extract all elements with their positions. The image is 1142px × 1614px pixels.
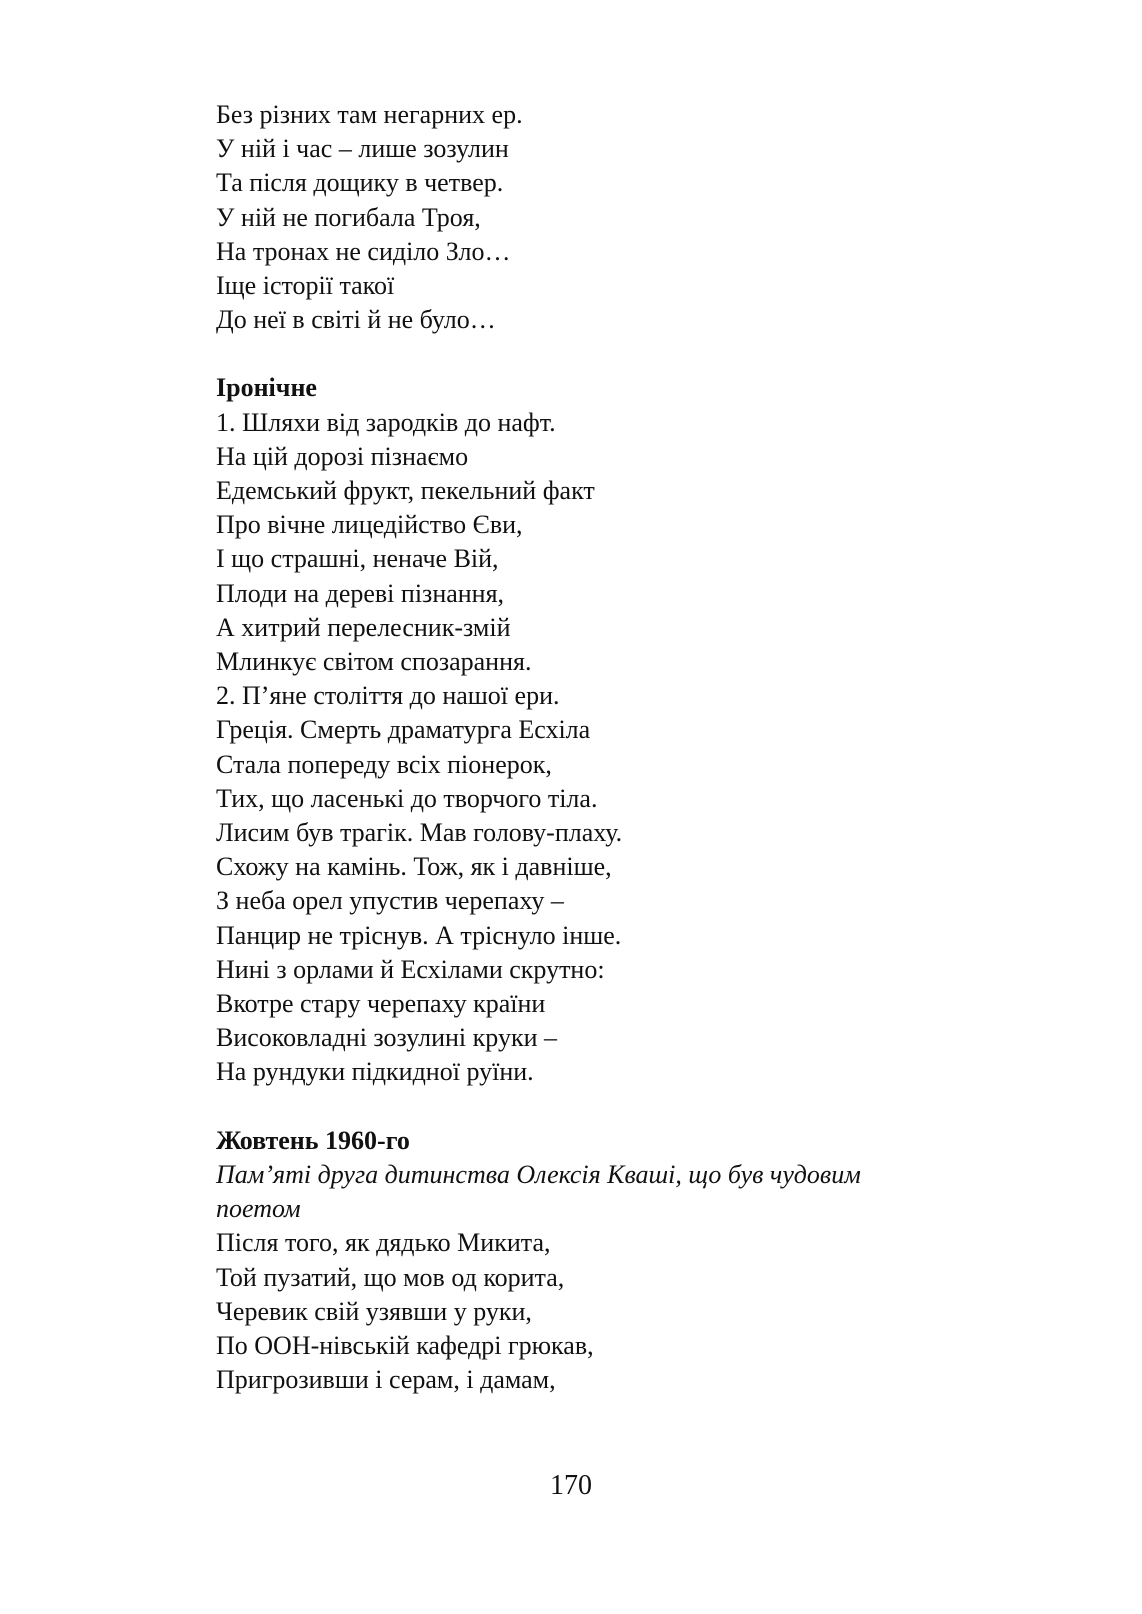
poem-line: У ній не погибала Троя,: [216, 202, 481, 232]
poem-line: На цій дорозі пізнаємо: [216, 441, 469, 471]
poem-line: Греція. Смерть драматурга Есхіла: [216, 715, 591, 745]
poem-line: Іще історії такої: [216, 271, 395, 301]
poem-line: З неба орел упустив черепаху –: [216, 886, 564, 916]
poem-title: Жовтень 1960-го: [216, 1125, 410, 1155]
poem-line: Вкотре стару черепаху країни: [216, 989, 546, 1019]
poem-line: Пригрозивши і серам, і дамам,: [216, 1365, 556, 1395]
poem-dedication: поетом: [216, 1194, 301, 1224]
poem-line: На тронах не сиділо Зло…: [216, 236, 511, 266]
poem-line: А хитрий перелесник-змій: [216, 612, 511, 642]
poem-ironichne: [216, 371, 1016, 1089]
poem-line: Плоди на дереві пізнання,: [216, 578, 505, 608]
poem-line: Панцир не тріснув. А тріснуло інше.: [216, 920, 622, 950]
poem-line: 2. П’яне століття до нашої ери.: [216, 681, 560, 711]
poem-line: Схожу на камінь. Тож, як і давніше,: [216, 852, 612, 882]
stanza: [216, 98, 1016, 337]
poem-line: 1. Шляхи від зародків до нафт.: [216, 407, 556, 437]
poem-line: Млинкує світом спозарання.: [216, 647, 532, 677]
poem-line: Черевик свій узявши у руки,: [216, 1296, 532, 1326]
page-number: 170: [550, 1470, 592, 1501]
poem-line: Після того, як дядько Микита,: [216, 1228, 551, 1258]
poem-line: І що страшні, неначе Вій,: [216, 544, 499, 574]
section-spacer: [216, 1090, 1016, 1124]
poem-line: Без різних там негарних ер.: [216, 100, 523, 129]
poem-title: Іронічне: [216, 373, 317, 403]
poem-line: Та після дощику в четвер.: [216, 168, 504, 198]
poem-line: Стала попереду всіх піонерок,: [216, 749, 552, 779]
poem-dedication: Пам’яті друга дитинства Олексія Кваші, що був чудовим: [216, 1159, 861, 1189]
poem-line: Тих, що ласенькі до творчого тіла.: [216, 783, 598, 813]
poem-line: На рундуки підкидної руїни.: [216, 1057, 534, 1087]
poem-line: Високовладні зозулині круки –: [216, 1023, 557, 1053]
poem-line: У ній і час – лише зозулин: [216, 134, 509, 164]
poem-line: Нині з орлами й Есхілами скрутно:: [216, 954, 605, 984]
poem-zhovten-1960: [216, 1124, 1016, 1398]
section-spacer: [216, 337, 1016, 371]
page-body: [216, 98, 1016, 1397]
poem-line: Той пузатий, що мов од корита,: [216, 1262, 565, 1292]
poem-line: До неї в світі й не було…: [216, 305, 496, 335]
poem-line: Едемський фрукт, пекельний факт: [216, 476, 595, 506]
poem-line: Про вічне лицедійство Єви,: [216, 510, 523, 540]
poem-line: Лисим був трагік. Мав голову-плаху.: [216, 818, 623, 848]
poem-line: По ООН-нівській кафедрі грюкав,: [216, 1330, 594, 1360]
